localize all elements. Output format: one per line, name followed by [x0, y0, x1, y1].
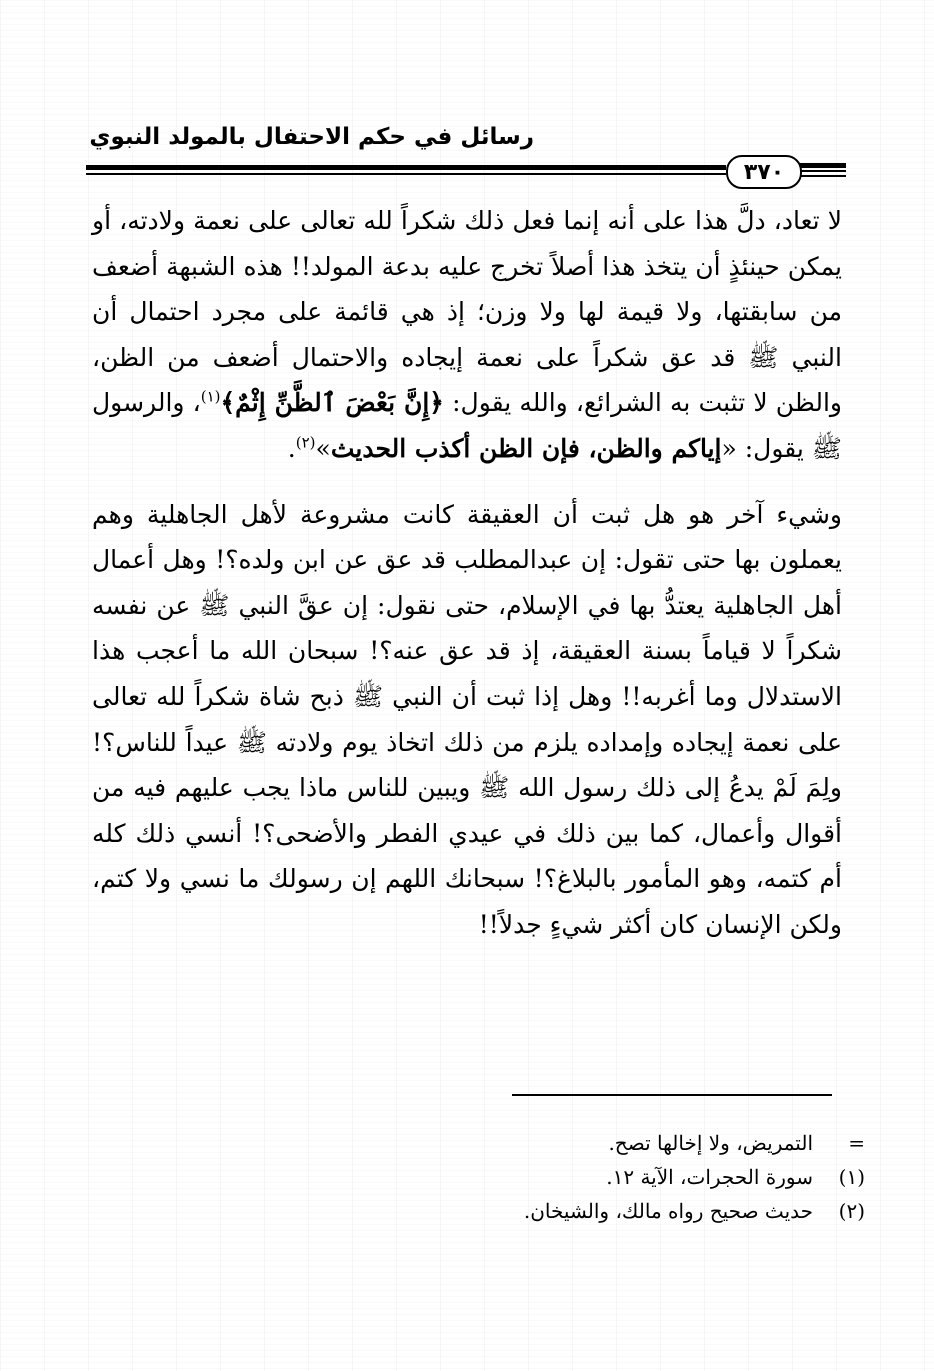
- hadith-quote: إياكم والظن، فإن الظن أكذب الحديث: [330, 433, 722, 463]
- main-text: [92, 198, 842, 948]
- footnote-2-marker: (٢): [838, 1199, 865, 1223]
- footnotes: [300, 1126, 865, 1228]
- footnote-1-marker: (١): [838, 1165, 865, 1189]
- p1-sentence-2: ، والرسول ﷺ يقول: «: [92, 388, 842, 463]
- p1-sentence-1: لا تعاد، دلَّ هذا على أنه إنما فعل ذلك شكراً لله تعالى على نعمة ولادته، أو يمكن حينئذٍ أن يتخذ هذا أصلاً تخرج عليه بدعة المولد!! هذه الشبهة أضعف من سابقتها، ولا قيمة لها ولا وزن؛ إذ هي قائمة على مجرد احتمال أن النبي ﷺ قد عق شكراً على نعمة إيجاده والاحتمال أضعف من الظن، والظن لا تثبت به الشرائع، والله يقول:: [92, 206, 842, 418]
- paragraph-2: وشيء آخر هو هل ثبت أن العقيقة كانت مشروعة لأهل الجاهلية وهم يعملون بها حتى تقول: إن عبدالمطلب قد عق عن ابن ولده؟! وهل أعمال أهل الجاهلية يعتدُّ بها في الإسلام، حتى نقول: إن عقَّ النبي ﷺ عن نفسه شكراً لا قياماً بسنة العقيقة، إذ قد عق عنه؟! سبحان الله ما أعجب هذا الاستدلال وما أغربه!! وهل إذا ثبت أن النبي ﷺ ذبح شاة شكراً لله تعالى على نعمة إيجاده وإمداده يلزم من ذلك اتخاذ يوم ولادته ﷺ عيداً للناس؟! ولِمَ لَمْ يدعُ إلى ذلك رسول الله ﷺ ويبين للناس ماذا يجب عليهم فيه من أقوال وأعمال، كما بين ذلك في عيدي الفطر والأضحى؟! أنسي ذلك كله أم كتمه، وهو المأمور بالبلاغ؟! سبحانك اللهم إن رسولك ما نسي ولا كتم، ولكن الإنسان كان أكثر شيءٍ جدلاً!!: [92, 499, 842, 939]
- header-rule-right-thick: [800, 163, 846, 168]
- page-number: ٣٧٠: [743, 159, 785, 185]
- footnote-2: [300, 1194, 865, 1228]
- header-rule-thick: [86, 165, 726, 170]
- footnote-1-text: سورة الحجرات، الآية ١٢.: [606, 1165, 813, 1189]
- footnote-continuation-text: التمريض، ولا إخالها تصح.: [608, 1131, 813, 1155]
- footnote-ref-1: (١): [200, 388, 221, 407]
- paragraph-1: [92, 198, 842, 472]
- footnote-ref-2: (٢): [295, 433, 316, 452]
- running-title: رسائل في حكم الاحتفال بالمولد النبوي: [89, 124, 534, 150]
- p1-sentence-4: .: [287, 433, 296, 463]
- page-number-badge: [726, 155, 802, 189]
- header-rule-thin: [86, 173, 726, 175]
- quran-verse: ﴿إِنَّ بَعْضَ ٱلظَّنِّ إِثْمٌ﴾: [220, 388, 444, 418]
- header-rule-right-thin-1: [800, 170, 846, 172]
- footnote-continuation-marker: =: [848, 1131, 865, 1155]
- p1-sentence-3: »: [315, 433, 331, 463]
- footnote-2-text: حديث صحيح رواه مالك، والشيخان.: [523, 1199, 813, 1223]
- header-rule-right-thin-2: [800, 175, 846, 177]
- page-header: [86, 110, 846, 200]
- footnote-continuation: [300, 1126, 865, 1160]
- footnote-separator: [512, 1094, 832, 1096]
- footnote-1: [300, 1160, 865, 1194]
